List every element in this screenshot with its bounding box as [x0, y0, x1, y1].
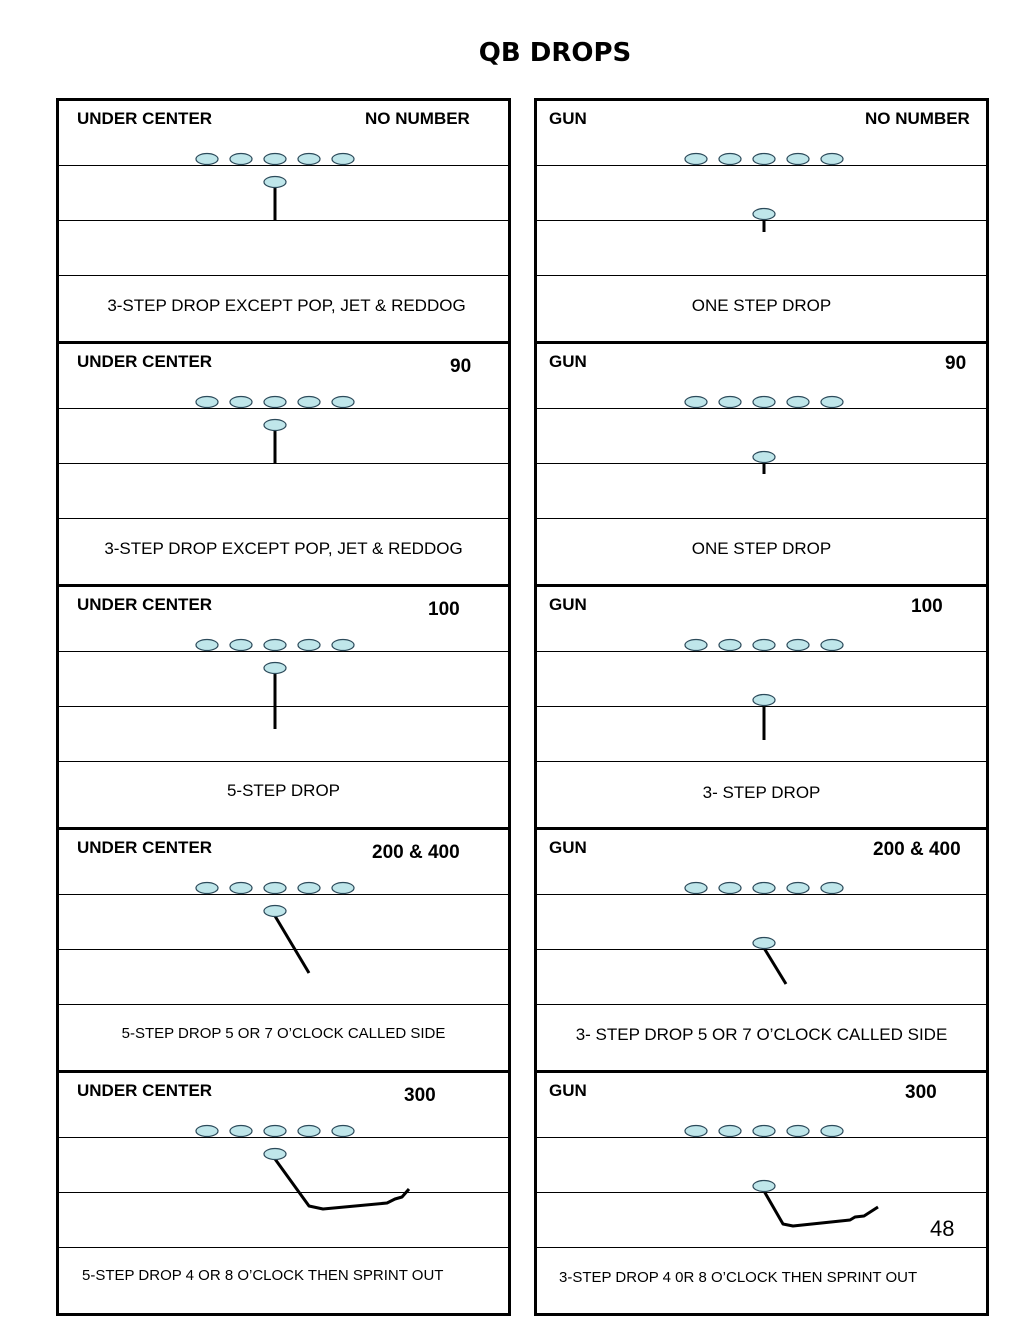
offensive-line [196, 397, 354, 408]
lineman-icon [821, 640, 843, 651]
lineman-icon [298, 397, 320, 408]
formation-label: GUN [549, 109, 587, 128]
quarterback-icon [753, 938, 775, 949]
panel-gun-90 [537, 341, 986, 584]
drop-caption: 3- STEP DROP [702, 783, 821, 802]
lineman-icon [196, 1126, 218, 1137]
lineman-icon [196, 397, 218, 408]
panel-under-center-100 [59, 584, 508, 827]
drop-path [764, 1191, 878, 1226]
quarterback-icon [753, 452, 775, 463]
drop-caption: 5-STEP DROP [226, 781, 341, 800]
panel-gun-300 [537, 1070, 986, 1313]
lineman-icon [719, 640, 741, 651]
under-center-column [56, 98, 511, 1316]
lineman-icon [264, 883, 286, 894]
lineman-icon [332, 640, 354, 651]
lineman-icon [298, 154, 320, 165]
drop-caption: 3-STEP DROP EXCEPT POP, JET & REDDOG [104, 539, 463, 558]
lineman-icon [753, 397, 775, 408]
play-number: NO NUMBER [365, 109, 470, 128]
drop-caption: 3-STEP DROP 4 0R 8 O’CLOCK THEN SPRINT OUT [559, 1269, 918, 1286]
formation-label: GUN [549, 595, 587, 614]
lineman-icon [332, 1126, 354, 1137]
lineman-icon [753, 1126, 775, 1137]
lineman-icon [753, 154, 775, 165]
drop-path [275, 1159, 409, 1209]
offensive-line [685, 1126, 843, 1137]
offensive-line [685, 154, 843, 165]
lineman-icon [230, 397, 252, 408]
play-number: 200 & 400 [372, 842, 460, 863]
lineman-icon [685, 640, 707, 651]
lineman-icon [787, 883, 809, 894]
offensive-line [196, 883, 354, 894]
lineman-icon [230, 154, 252, 165]
lineman-icon [230, 1126, 252, 1137]
lineman-icon [685, 154, 707, 165]
formation-label: UNDER CENTER [77, 838, 213, 857]
lineman-icon [719, 397, 741, 408]
quarterback-icon [264, 177, 286, 188]
lineman-icon [787, 154, 809, 165]
offensive-line [196, 154, 354, 165]
drop-path [275, 916, 309, 973]
lineman-icon [685, 883, 707, 894]
offensive-line [685, 640, 843, 651]
play-number: 200 & 400 [873, 839, 961, 860]
lineman-icon [685, 1126, 707, 1137]
lineman-icon [685, 397, 707, 408]
offensive-line [685, 397, 843, 408]
play-number: 90 [450, 356, 472, 377]
quarterback-icon [264, 420, 286, 431]
offensive-line [196, 640, 354, 651]
gun-column [534, 98, 989, 1316]
quarterback-icon [753, 1181, 775, 1192]
play-number: 100 [428, 599, 460, 620]
lineman-icon [298, 883, 320, 894]
drop-caption: ONE STEP DROP [691, 296, 832, 315]
panel-under-center-200-400 [59, 827, 508, 1070]
panel-under-center-no-number [59, 101, 508, 344]
panel-gun-100 [537, 584, 986, 827]
panel-under-center-90 [59, 341, 508, 584]
quarterback-icon [264, 1149, 286, 1160]
lineman-icon [719, 883, 741, 894]
quarterback-icon [753, 695, 775, 706]
drop-caption: 3-STEP DROP EXCEPT POP, JET & REDDOG [107, 296, 466, 315]
lineman-icon [298, 640, 320, 651]
formation-label: UNDER CENTER [77, 595, 213, 614]
drop-caption: 3- STEP DROP 5 OR 7 O’CLOCK CALLED SIDE [575, 1025, 948, 1044]
formation-label: UNDER CENTER [77, 352, 213, 371]
lineman-icon [821, 883, 843, 894]
lineman-icon [230, 640, 252, 651]
formation-label: UNDER CENTER [77, 1081, 213, 1100]
drop-caption: 5-STEP DROP 4 OR 8 O’CLOCK THEN SPRINT OUT [82, 1267, 444, 1284]
formation-label: GUN [549, 1081, 587, 1100]
play-number: 300 [905, 1082, 937, 1103]
quarterback-icon [264, 906, 286, 917]
drop-caption: 5-STEP DROP 5 OR 7 O’CLOCK CALLED SIDE [121, 1025, 446, 1042]
lineman-icon [753, 640, 775, 651]
panel-gun-200-400 [537, 827, 986, 1070]
panel-under-center-300 [59, 1070, 508, 1313]
offensive-line [196, 1126, 354, 1137]
lineman-icon [230, 883, 252, 894]
lineman-icon [264, 1126, 286, 1137]
formation-label: GUN [549, 838, 587, 857]
lineman-icon [787, 640, 809, 651]
offensive-line [685, 883, 843, 894]
lineman-icon [787, 397, 809, 408]
lineman-icon [787, 1126, 809, 1137]
lineman-icon [196, 640, 218, 651]
formation-label: UNDER CENTER [77, 109, 213, 128]
play-number: 90 [945, 353, 967, 374]
lineman-icon [264, 640, 286, 651]
lineman-icon [332, 154, 354, 165]
page-number: 48 [930, 1216, 955, 1241]
lineman-icon [332, 883, 354, 894]
quarterback-icon [264, 663, 286, 674]
panel-gun-no-number [537, 101, 986, 344]
play-number: 100 [911, 596, 943, 617]
lineman-icon [196, 883, 218, 894]
quarterback-icon [753, 209, 775, 220]
lineman-icon [821, 397, 843, 408]
lineman-icon [821, 1126, 843, 1137]
lineman-icon [332, 397, 354, 408]
lineman-icon [264, 154, 286, 165]
lineman-icon [264, 397, 286, 408]
play-number: 300 [404, 1085, 436, 1106]
play-number: NO NUMBER [865, 109, 970, 128]
lineman-icon [753, 883, 775, 894]
drop-caption: ONE STEP DROP [691, 539, 832, 558]
lineman-icon [719, 1126, 741, 1137]
lineman-icon [196, 154, 218, 165]
lineman-icon [821, 154, 843, 165]
page-title: QB DROPS [478, 38, 632, 68]
drop-path [764, 948, 786, 984]
lineman-icon [719, 154, 741, 165]
formation-label: GUN [549, 352, 587, 371]
lineman-icon [298, 1126, 320, 1137]
